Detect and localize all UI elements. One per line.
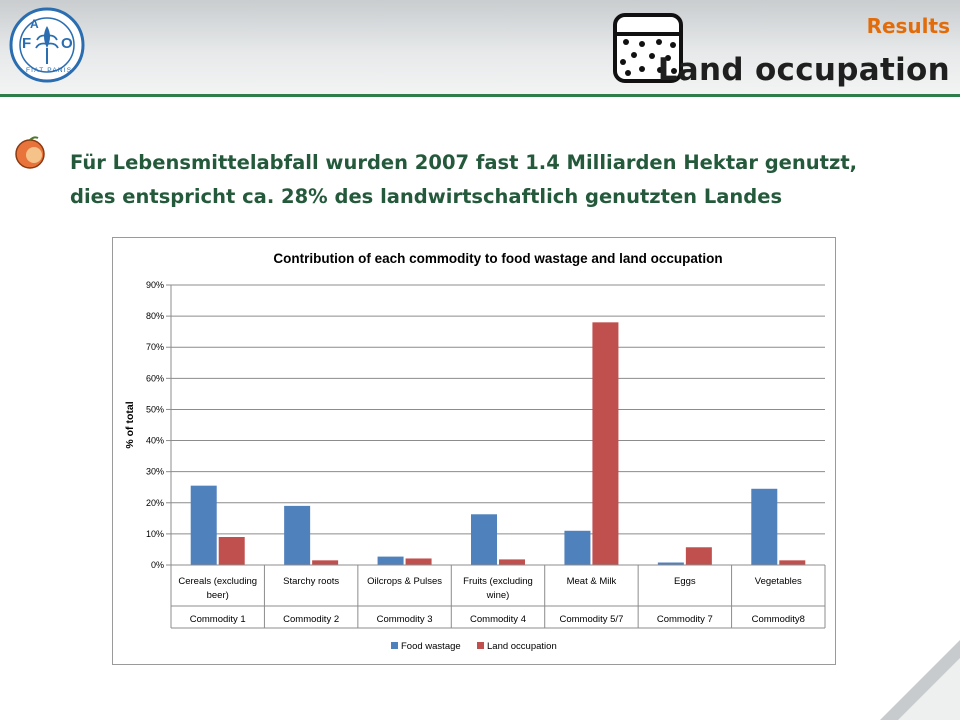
bar-land-occupation [312,560,338,565]
bar-food-wastage [284,506,310,565]
y-tick-label: 90% [145,280,164,290]
bar-chart [113,238,835,664]
svg-text:O: O [61,35,73,52]
chart-title: Contribution of each commodity to food wastage and land occupation [273,251,723,266]
fao-logo-icon [8,6,86,84]
svg-text:A: A [30,17,39,31]
x-group-label: Commodity8 [751,614,805,625]
bar-land-occupation [686,547,712,565]
header-divider [0,94,960,97]
bar-land-occupation [592,322,618,565]
bar-land-occupation [406,558,432,565]
page-corner-decoration [880,640,960,720]
y-tick-label: 30% [145,466,164,477]
x-tick-label: Oilcrops & Pulses [367,576,443,587]
y-tick-label: 80% [145,311,164,322]
svg-text:F: F [22,35,32,52]
bar-land-occupation [499,559,525,565]
bar-food-wastage [751,489,777,565]
legend-label-land-occupation: Land occupation [487,641,557,652]
section-label: Results [866,14,950,38]
svg-text:FIAT PANIS: FIAT PANIS [26,67,73,74]
x-tick-label: Cereals (excluding [178,576,258,587]
x-tick-label: Fruits (excluding [463,576,533,587]
bullet-line-2: dies entspricht ca. 28% des landwirtschaftlich genutzten Landes [70,185,783,208]
legend-label-food-wastage: Food wastage [401,641,461,652]
x-tick-label: Vegetables [754,576,802,587]
x-group-label: Commodity 3 [376,614,433,625]
x-tick-label: Meat & Milk [566,576,617,587]
x-tick-label: beer) [206,590,229,601]
y-tick-label: 40% [145,435,164,446]
x-group-label: Commodity 4 [470,614,526,625]
x-group-label: Commodity 2 [283,614,340,625]
x-tick-label: wine) [486,590,510,601]
bar-food-wastage [191,486,217,565]
bar-land-occupation [779,560,805,565]
y-tick-label: 20% [145,497,164,508]
orange-fruit-icon [12,134,48,170]
bullet-line-1: Für Lebensmittelabfall wurden 2007 fast 1.4 Milliarden Hektar genutzt, [70,151,858,174]
legend-swatch-land-occupation [477,642,484,649]
chart-container [112,237,836,665]
y-tick-label: 0% [150,560,164,570]
y-axis-label: % of total [124,401,136,449]
x-tick-label: Eggs [674,576,696,587]
bar-food-wastage [471,514,497,565]
y-tick-label: 60% [145,373,164,384]
bar-land-occupation [219,537,245,565]
y-tick-label: 70% [145,342,164,353]
y-tick-label: 10% [145,528,164,539]
x-tick-label: Starchy roots [283,576,340,587]
x-group-label: Commodity 1 [189,614,246,625]
slide-title: Land occupation [657,52,950,88]
legend-swatch-food-wastage [391,642,398,649]
x-group-label: Commodity 5/7 [559,614,624,625]
bar-food-wastage [378,557,404,565]
y-tick-label: 50% [145,404,164,415]
x-group-label: Commodity 7 [656,614,713,625]
bullet-text [70,146,950,214]
bar-food-wastage [564,531,590,565]
